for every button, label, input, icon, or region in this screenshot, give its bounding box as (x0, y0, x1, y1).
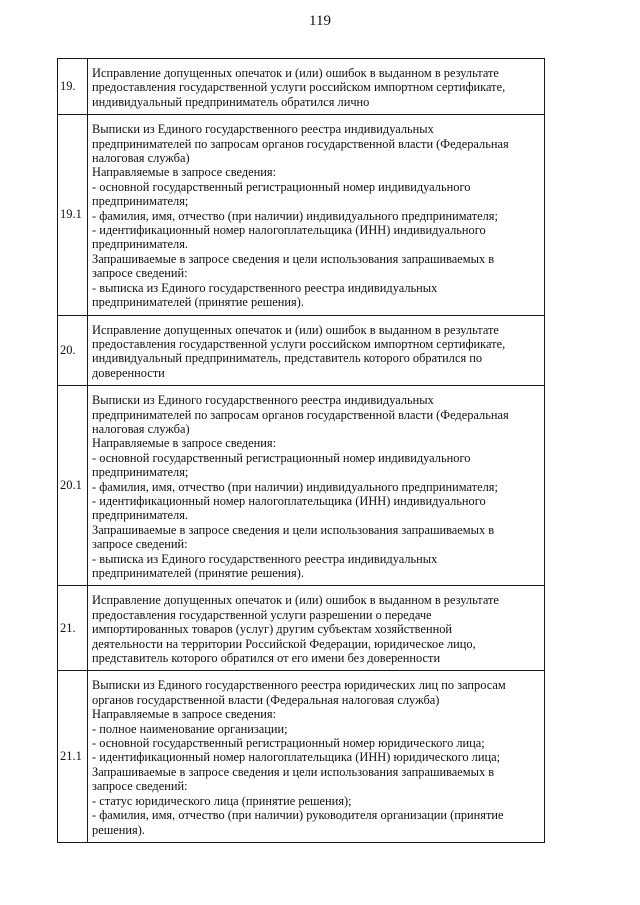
row-description (88, 586, 545, 670)
text-line: - фамилия, имя, отчество (при наличии) руководителя организации (принятие (92, 808, 504, 823)
row-number: 20. (58, 316, 88, 386)
table-row (58, 671, 545, 842)
text-line: Исправление допущенных опечаток и (или) ошибок в выданном в результате (92, 593, 499, 608)
text-line: предпринимателей по запросам органов государственной власти (Федеральная (92, 136, 509, 151)
row-description (88, 115, 545, 314)
row-description (88, 671, 545, 841)
text-line: - полное наименование организации; (92, 721, 288, 736)
row-number: 21. (58, 586, 88, 670)
text-line: предоставления государственной услуги российском импортном сертификате, (92, 336, 506, 351)
text-line: предпринимателей (принятие решения). (92, 566, 304, 580)
text-line: запросе сведений: (92, 537, 188, 552)
text-line: - идентификационный номер налогоплательщика (ИНН) индивидуального (92, 493, 486, 508)
row-description (88, 316, 545, 386)
table-row (58, 59, 545, 115)
text-line: предпринимателя; (92, 194, 189, 209)
row-number: 19.1 (58, 115, 88, 314)
text-line: - выписка из Единого государственного реестра индивидуальных (92, 280, 438, 295)
text-line: Запрашиваемые в запросе сведения и цели использования запрашиваемых в (92, 522, 495, 537)
text-line: представитель которого обратился от его имени без доверенности (92, 651, 441, 666)
text-line: - выписка из Единого государственного реестра индивидуальных (92, 551, 438, 566)
table-row (58, 586, 545, 671)
text-line: - фамилия, имя, отчество (при наличии) индивидуального предпринимателя; (92, 208, 498, 223)
row-number: 21.1 (58, 671, 88, 841)
text-line: органов государственной власти (Федеральная налоговая служба) (92, 692, 440, 707)
row-number: 20.1 (58, 386, 88, 585)
text-line: индивидуальный предприниматель, представитель которого обратился по (92, 351, 483, 366)
row-number: 19. (58, 59, 88, 114)
services-table (57, 58, 545, 843)
text-line: Запрашиваемые в запросе сведения и цели использования запрашиваемых в (92, 764, 495, 779)
text-line: индивидуальный предприниматель обратился лично (92, 94, 370, 109)
text-line: - основной государственный регистрационный номер индивидуального (92, 179, 471, 194)
text-line: предпринимателей по запросам органов государственной власти (Федеральная (92, 407, 509, 422)
row-description (88, 386, 545, 585)
text-line: Запрашиваемые в запросе сведения и цели использования запрашиваемых в (92, 251, 495, 266)
text-line: Выписки из Единого государственного реестра индивидуальных (92, 393, 434, 408)
text-line: Исправление допущенных опечаток и (или) ошибок в выданном в результате (92, 66, 499, 80)
text-line: запросе сведений: (92, 779, 188, 794)
text-line: налоговая служба) (92, 421, 190, 436)
text-line: Направляемые в запросе сведения: (92, 707, 277, 722)
text-line: импортированных товаров (услуг) другим субъектам хозяйственной (92, 622, 453, 637)
text-line: предоставления государственной услуги разрешении о передаче (92, 607, 432, 622)
text-line: предоставления государственной услуги российском импортном сертификате, (92, 80, 506, 95)
table-row (58, 316, 545, 387)
row-description (88, 59, 545, 114)
text-line: - основной государственный регистрационный номер индивидуального (92, 450, 471, 465)
text-line: предпринимателя. (92, 237, 189, 252)
text-line: - идентификационный номер налогоплательщика (ИНН) индивидуального (92, 223, 486, 238)
text-line: налоговая служба) (92, 151, 190, 166)
text-line: Направляемые в запросе сведения: (92, 436, 277, 451)
table-row (58, 115, 545, 315)
text-line: запросе сведений: (92, 266, 188, 281)
text-line: доверенности (92, 365, 165, 380)
text-line: - статус юридического лица (принятие решения); (92, 793, 352, 808)
text-line: предпринимателя. (92, 508, 189, 523)
text-line: предпринимателей (принятие решения). (92, 295, 304, 310)
text-line: решения). (92, 822, 145, 837)
text-line: - фамилия, имя, отчество (при наличии) индивидуального предпринимателя; (92, 479, 498, 494)
text-line: предпринимателя; (92, 465, 189, 480)
table-row (58, 386, 545, 586)
text-line: Исправление допущенных опечаток и (или) ошибок в выданном в результате (92, 322, 499, 337)
text-line: - основной государственный регистрационный номер юридического лица; (92, 736, 485, 751)
text-line: Направляемые в запросе сведения: (92, 165, 277, 180)
page-number: 119 (309, 13, 331, 29)
text-line: - идентификационный номер налогоплательщика (ИНН) юридического лица; (92, 750, 501, 765)
text-line: Выписки из Единого государственного реестра индивидуальных (92, 122, 434, 137)
text-line: Выписки из Единого государственного реестра юридических лиц по запросам (92, 678, 506, 693)
text-line: деятельности на территории Российской Федерации, юридическое лицо, (92, 636, 476, 651)
